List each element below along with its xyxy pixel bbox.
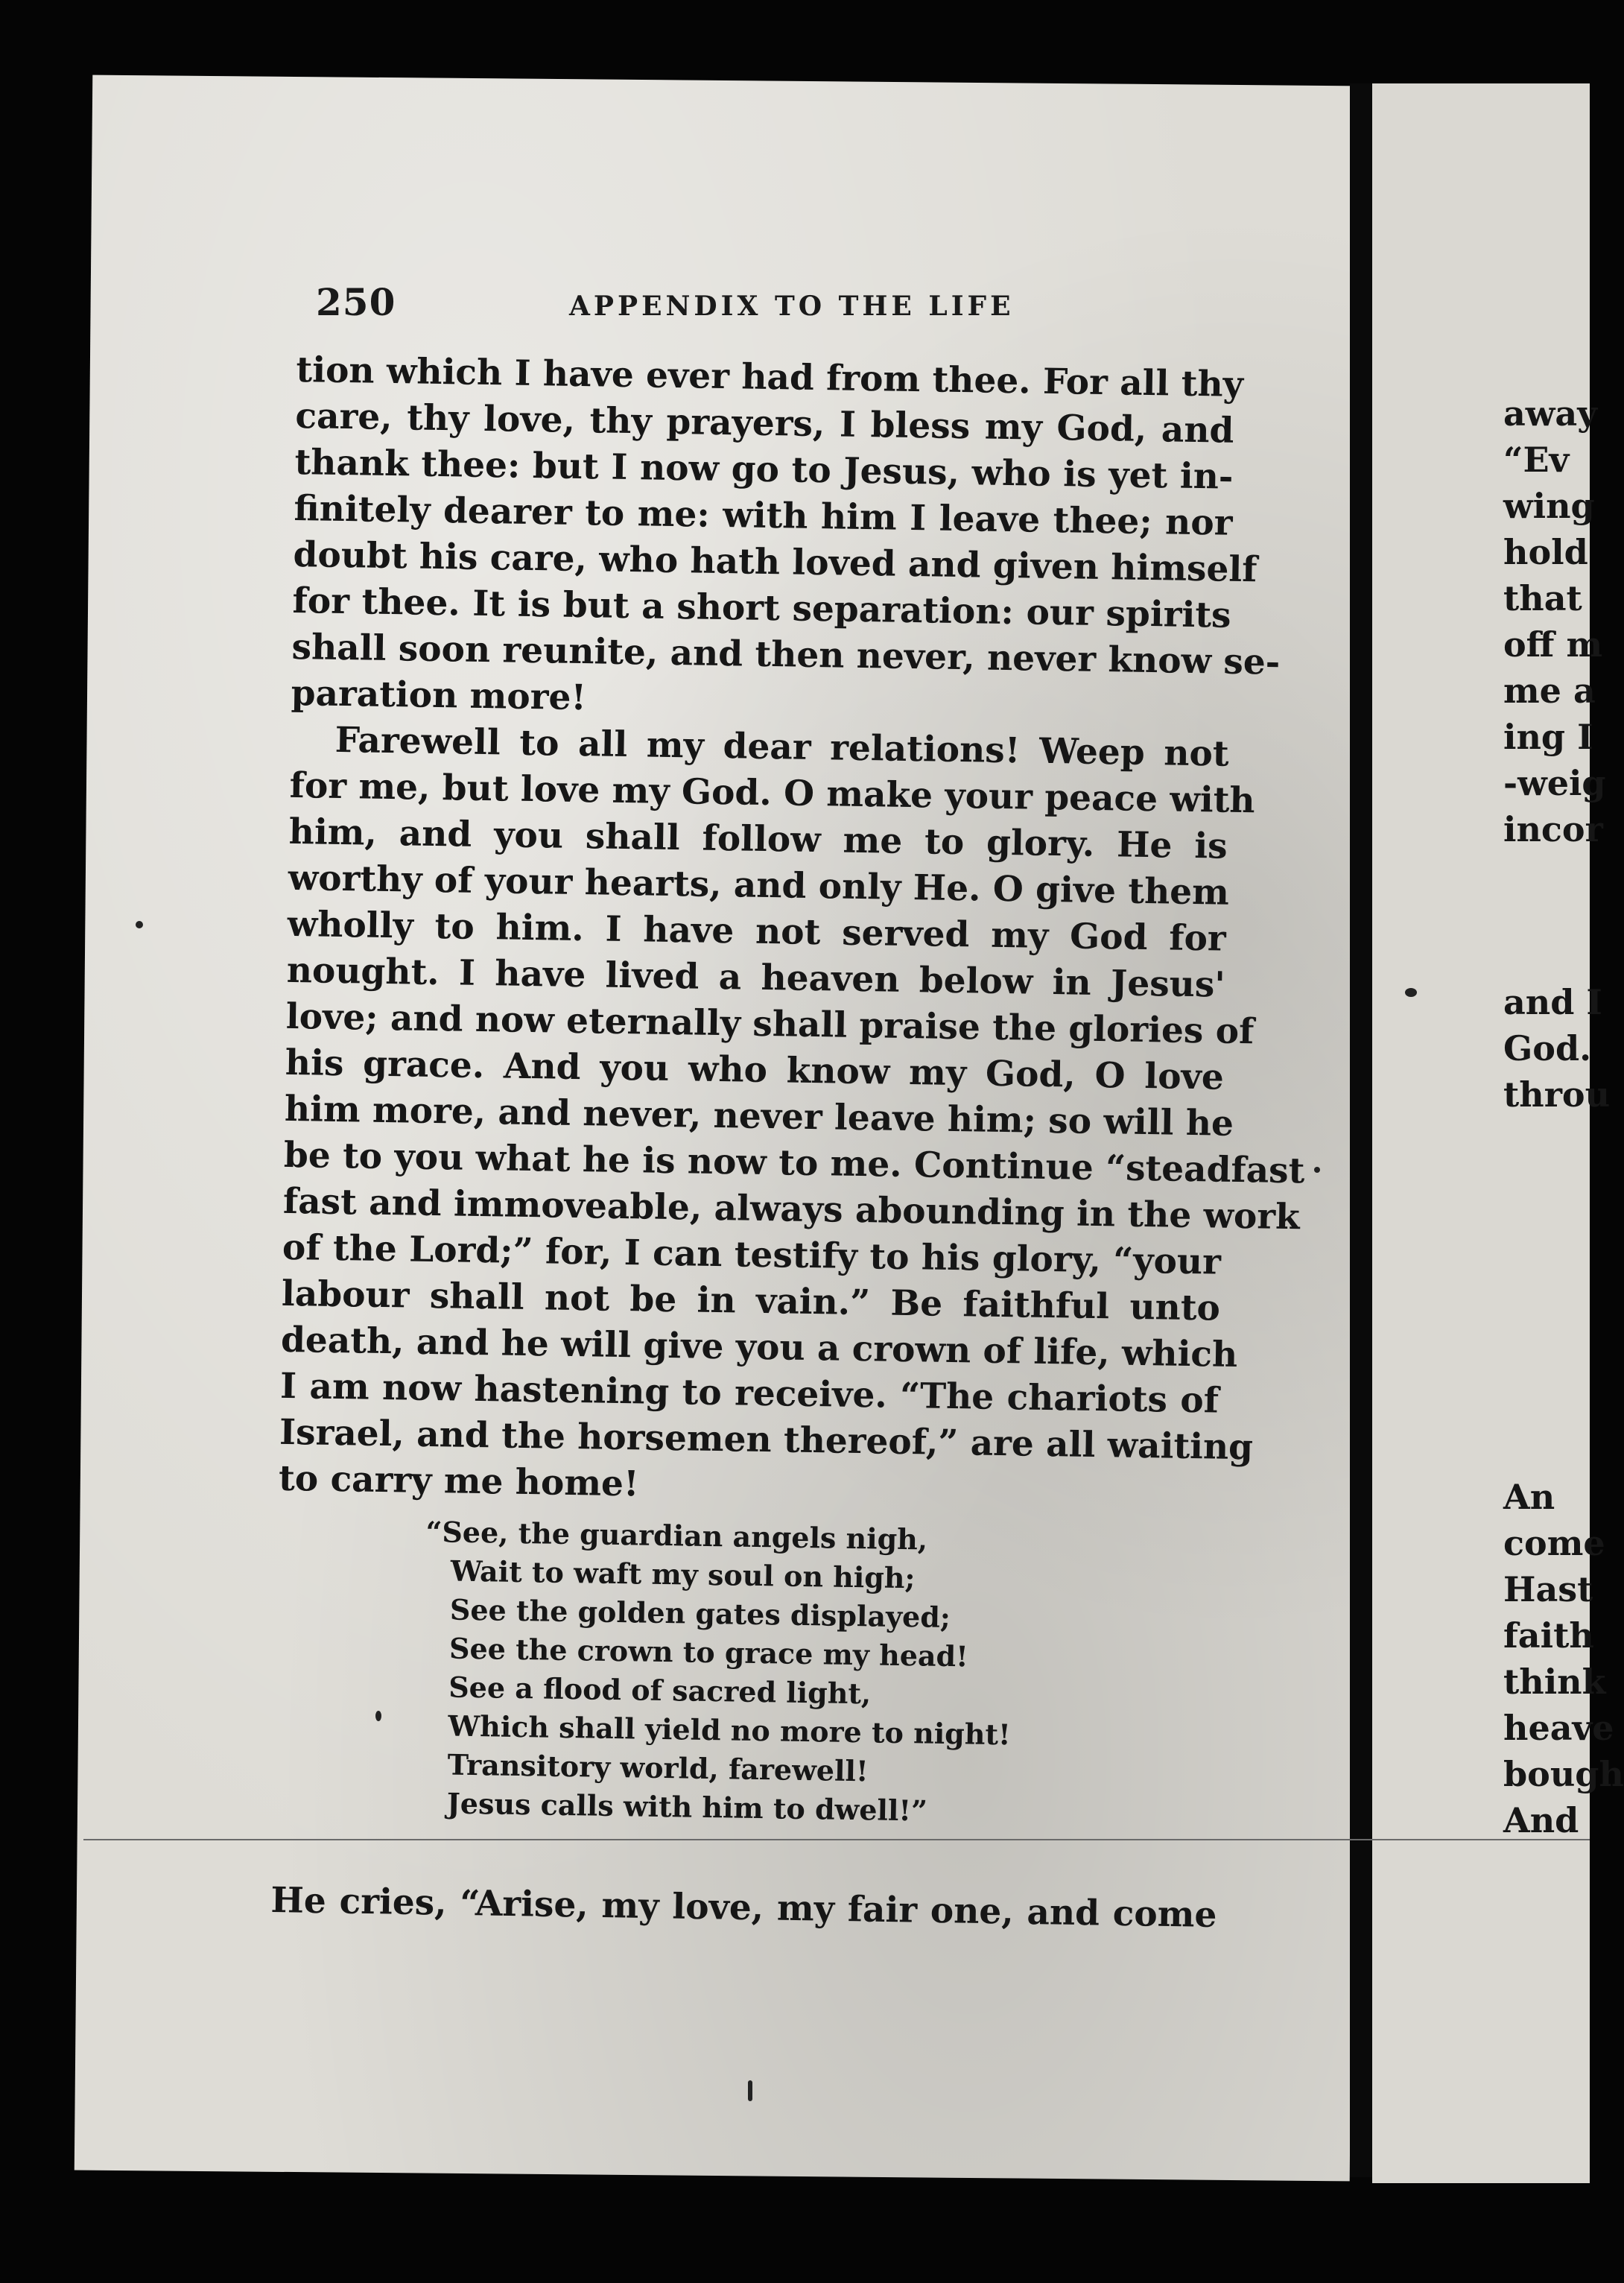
verse-line: See the golden gates displayed;: [449, 1592, 951, 1635]
facing-line: ing I: [1503, 717, 1593, 757]
scan-speck: [136, 921, 143, 928]
text-line: fast and immoveable, always abounding in the work: [282, 1180, 1301, 1238]
verse-line: Wait to waft my soul on high;: [450, 1554, 916, 1595]
facing-line: hold: [1503, 532, 1588, 572]
facing-text-block: [1503, 390, 1608, 852]
text-line: thank thee: but I now go to Jesus, who is yet in-: [294, 441, 1234, 498]
facing-line: “Ev: [1503, 440, 1570, 480]
facing-line: heave: [1503, 1708, 1614, 1748]
facing-line: off m: [1503, 624, 1603, 665]
scan-line: [83, 1839, 1590, 1840]
facing-line: wing: [1503, 486, 1595, 526]
facing-line: Hast: [1503, 1569, 1593, 1609]
text-line: his grace. And you who know my God, O love: [285, 1042, 1225, 1098]
verse-block: [421, 1513, 1021, 1832]
facing-line: bough: [1503, 1754, 1624, 1794]
facing-line: And: [1503, 1800, 1579, 1840]
text-line: nought. I have lived a heaven below in Jesus': [286, 949, 1226, 1006]
facing-line: An: [1503, 1477, 1555, 1517]
closing-line: He cries, “Arise, my love, my fair one, and come: [270, 1879, 1217, 1936]
facing-line: faith: [1503, 1615, 1594, 1656]
text-line: of the Lord;” for, I can testify to his glory, “your: [282, 1226, 1222, 1283]
text-line: finitely dearer to me: with him I leave thee; nor: [294, 487, 1233, 544]
verse-line: Which shall yield no more to night!: [448, 1709, 1011, 1752]
scan-speck: [1405, 988, 1417, 997]
scan-speck: [1314, 1167, 1320, 1173]
verse-line: Transitory world, farewell!: [447, 1747, 869, 1788]
text-line: care, thy love, thy prayers, I bless my God, and: [295, 395, 1234, 452]
scan-speck: [748, 2080, 752, 2101]
text-line: for thee. It is but a short separation: our spirits: [292, 580, 1231, 636]
text-line: shall soon reunite, and then never, never know se-: [291, 626, 1281, 683]
verse-line: See the crown to grace my head!: [448, 1631, 969, 1674]
text-line: doubt his care, who hath loved and given himself: [293, 533, 1257, 591]
facing-text-block: [1503, 979, 1611, 1118]
scan-border: [0, 2183, 1590, 2283]
text-line: love; and now eternally shall praise the glories of: [285, 995, 1255, 1053]
text-line: Israel, and the horsemen thereof,” are all waiting: [279, 1411, 1254, 1469]
text-line: Farewell to all my dear relations! Weep not: [334, 719, 1230, 775]
running-title: APPENDIX TO THE LIFE: [569, 291, 1015, 322]
facing-line: throu: [1503, 1074, 1611, 1115]
text-line: him, and you shall follow me to glory. He is: [288, 811, 1228, 867]
text-line: paration more!: [291, 672, 587, 719]
text-line: I am now hastening to receive. “The chariots of: [279, 1365, 1219, 1422]
text-line: be to you what he is now to me. Continue “steadfast: [283, 1134, 1305, 1192]
facing-line: away: [1503, 393, 1597, 434]
page-number: 250: [316, 280, 396, 324]
body-text: [278, 347, 1305, 1517]
facing-line: incor: [1503, 809, 1603, 849]
verse-line: See a flood of sacred light,: [448, 1670, 872, 1711]
facing-line: me a: [1503, 671, 1596, 711]
facing-line: God.: [1503, 1028, 1592, 1068]
text-line: wholly to him. I have not served my God for: [287, 903, 1227, 960]
text-line: for me, but love my God. O make your peace with: [289, 764, 1256, 822]
facing-line: come: [1503, 1523, 1605, 1563]
text-line: death, and he will give you a crown of life, which: [280, 1319, 1238, 1376]
verse-line: Jesus calls with him to dwell!”: [446, 1786, 928, 1828]
facing-line: think: [1503, 1662, 1606, 1702]
text-line: him more, and never, never leave him; so will he: [284, 1088, 1234, 1144]
running-head: [316, 280, 1284, 325]
text-line: labour shall not be in vain.” Be faithful unto: [281, 1273, 1221, 1329]
facing-line: -weig: [1503, 763, 1606, 803]
scan-speck: [375, 1711, 381, 1721]
text-line: to carry me home!: [278, 1457, 640, 1505]
text-line: worthy of your hearts, and only He. O give them: [288, 857, 1230, 913]
facing-line: and I: [1503, 982, 1602, 1022]
facing-text-block: [1503, 1474, 1624, 1843]
verse-line: “See, the guardian angels nigh,: [425, 1514, 928, 1557]
text-line: tion which I have ever had from thee. For all thy: [296, 349, 1244, 405]
facing-line: that: [1503, 578, 1582, 618]
book-gutter: [1350, 83, 1372, 2177]
